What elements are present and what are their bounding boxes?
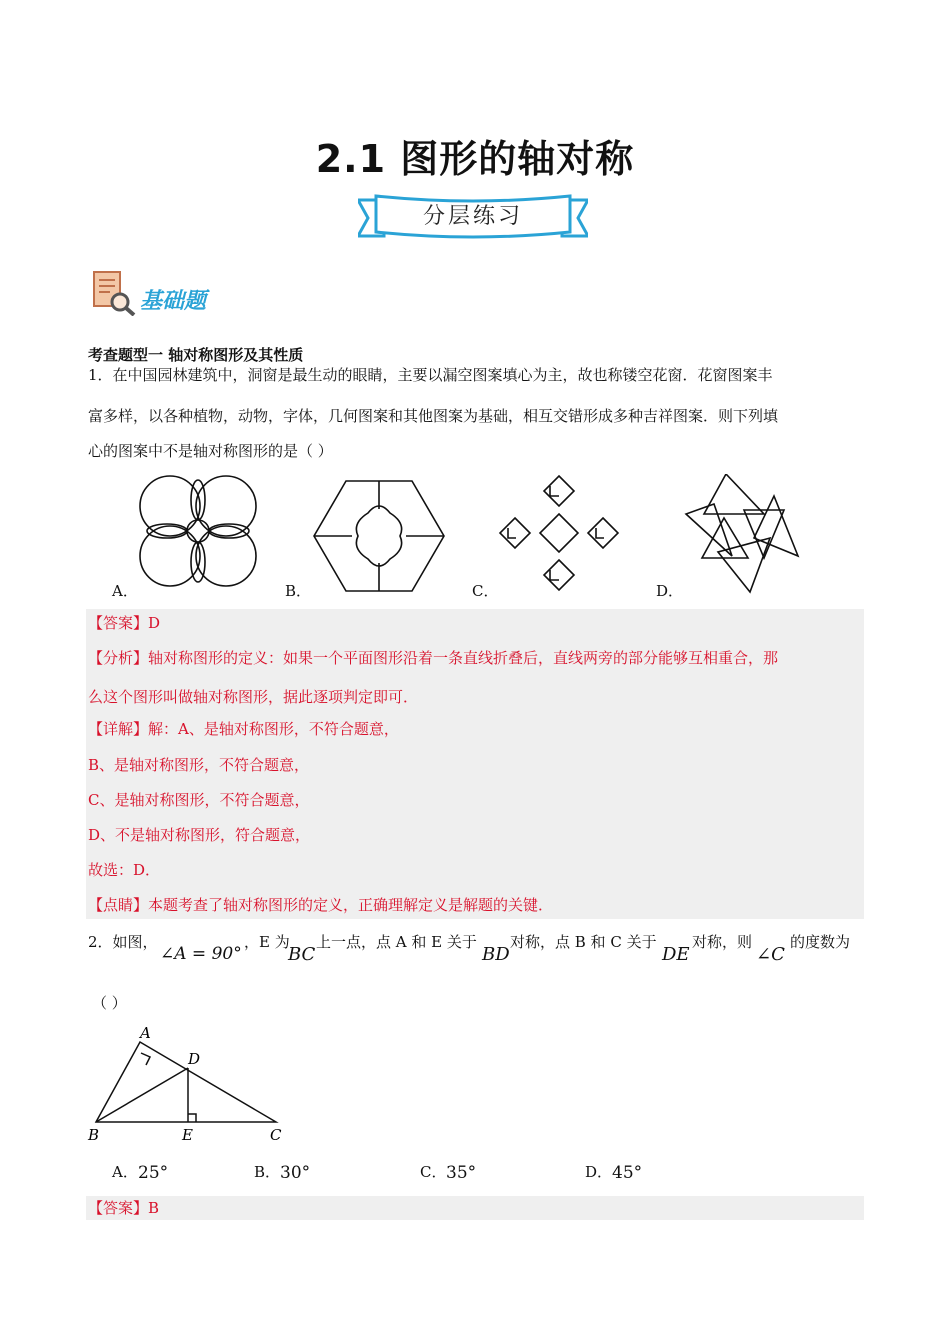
option-b-figure — [312, 479, 446, 593]
option-a-figure — [136, 474, 260, 588]
q2-label-e: E — [182, 1126, 193, 1144]
q2-option-b-value: 30° — [280, 1163, 311, 1183]
q2-angle-a: ∠A = 90° — [160, 944, 242, 964]
q2-text-1: ，E 为 — [244, 933, 290, 951]
q2-label-a: A — [140, 1024, 151, 1042]
q2-answer: 【答案】B — [88, 1199, 160, 1217]
option-a-label: A． — [112, 582, 138, 600]
q2-label-b: B — [88, 1126, 100, 1144]
q2-text-2: 上一点，点 A 和 E 关于 — [316, 933, 477, 951]
q1-answer: 【答案】D — [88, 614, 161, 632]
q2-text-3: 对称，点 B 和 C 关于 — [510, 933, 657, 951]
q2-option-c-label: C． — [420, 1163, 447, 1181]
section-heading: 考查题型一 轴对称图形及其性质 — [88, 346, 304, 364]
q2-triangle-figure — [84, 1022, 294, 1148]
q2-segment-de: DE — [662, 944, 690, 965]
q2-option-d-label: D． — [585, 1163, 613, 1181]
q2-paren: （ ） — [92, 994, 127, 1012]
q2-text-5: 的度数为 — [790, 933, 851, 951]
ribbon-label: 分层练习 — [422, 204, 523, 229]
basic-heading: 基础题 — [140, 289, 207, 314]
q1-detail-2: B、是轴对称图形，不符合题意， — [88, 756, 310, 774]
q2-answer-box — [86, 1196, 864, 1220]
q1-line-1: 1．在中国园林建筑中，洞窗是最生动的眼睛，主要以漏空图案填心为主，故也称镂空花窗．花窗图案丰 — [88, 366, 773, 384]
q1-line-3: 心的图案中不是轴对称图形的是（ ） — [88, 442, 333, 460]
q1-detail-3: C、是轴对称图形，不符合题意， — [88, 791, 310, 809]
q1-analysis-2: 么这个图形叫做轴对称图形，据此逐项判定即可． — [88, 688, 419, 706]
q2-option-a-value: 25° — [138, 1163, 169, 1183]
q2-label-d: D — [188, 1050, 201, 1068]
option-c-label: C． — [472, 582, 499, 600]
option-c-figure — [498, 474, 620, 592]
q1-detail-1: 【详解】解：A、是轴对称图形，不符合题意， — [88, 720, 399, 738]
option-d-figure — [684, 474, 802, 594]
q2-option-b-label: B． — [254, 1163, 281, 1181]
q2-segment-bd: BD — [482, 944, 510, 965]
q2-prefix: 2．如图， — [88, 933, 158, 951]
option-b-label: B． — [285, 582, 312, 600]
q2-text-4: 对称，则 — [692, 933, 753, 951]
q1-line-2: 富多样，以各种植物，动物，字体，几何图案和其他图案为基础，相互交错形成多种吉祥图案．则下列填 — [88, 407, 779, 425]
q2-segment-bc: BC — [288, 944, 316, 965]
q1-comment: 【点睛】本题考查了轴对称图形的定义，正确理解定义是解题的关键． — [88, 896, 554, 914]
q2-option-c-value: 35° — [446, 1163, 477, 1183]
q1-analysis-1: 【分析】轴对称图形的定义：如果一个平面图形沿着一条直线折叠后，直线两旁的部分能够互相重合，那 — [88, 649, 779, 667]
q2-option-a-label: A． — [112, 1163, 138, 1181]
document-magnifier-icon — [92, 270, 136, 316]
option-d-label: D． — [656, 582, 684, 600]
q2-angle-c: ∠C — [756, 944, 785, 965]
q2-option-d-value: 45° — [612, 1163, 643, 1183]
q1-detail-4: D、不是轴对称图形，符合题意， — [88, 826, 311, 844]
q1-detail-5: 故选：D． — [88, 861, 161, 879]
page-title: 2.1 图形的轴对称 — [315, 137, 635, 181]
q2-label-c: C — [270, 1126, 282, 1144]
